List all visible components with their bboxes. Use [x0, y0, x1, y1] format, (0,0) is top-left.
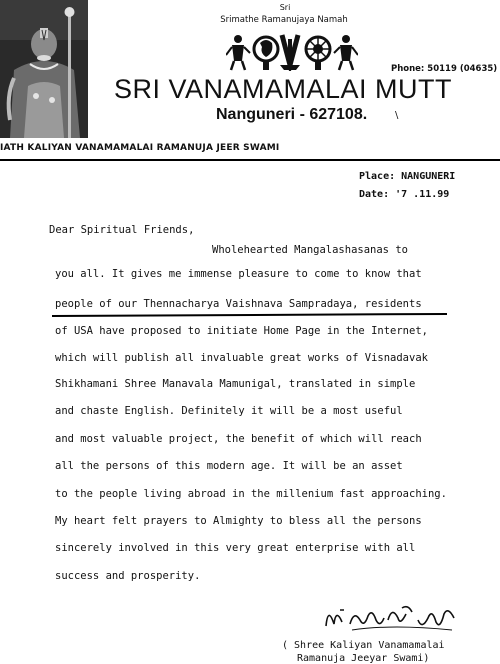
header-divider — [0, 159, 500, 161]
letter-line: and chaste English. Definitely it will be a most useful — [55, 405, 403, 417]
figure-left-icon — [226, 35, 250, 70]
conch-icon — [254, 37, 278, 70]
place-field: Place: NANGUNERI — [359, 171, 456, 182]
jeer-photo-image — [0, 0, 88, 138]
letter-line: and most valuable project, the benefit of which will reach — [55, 433, 422, 445]
letter-line: of USA have proposed to initiate Home Page in the Internet, — [55, 325, 428, 337]
handwritten-signature — [322, 600, 462, 634]
invocation-text: Sri — [279, 3, 291, 12]
letter-line: My heart felt prayers to Almighty to bless all the persons — [55, 515, 422, 527]
namam-icon — [280, 35, 300, 70]
signatory-name-line2: Ramanuja Jeeyar Swami) — [297, 653, 430, 664]
jeer-photo — [0, 0, 88, 138]
letter-line: to the people living abroad in the millenium fast approaching. — [55, 488, 447, 500]
letter-line: you all. It gives me immense pleasure to come to know that — [55, 268, 422, 280]
signatory-name-line1: ( Shree Kaliyan Vanamamalai — [282, 640, 445, 651]
letter-line: all the persons of this modern age. It will be an asset — [55, 460, 403, 472]
pen-underline — [52, 313, 447, 317]
mutt-title: SRI VANAMAMALAI MUTT — [114, 74, 453, 104]
letter-line: Dear Spiritual Friends, — [49, 224, 195, 236]
letter-line: people of our Thennacharya Vaishnava Sampradaya, residents — [55, 298, 422, 310]
date-field: Date: '7 .11.99 — [359, 189, 450, 200]
letter-line: Shikhamani Shree Manavala Mamunigal, translated in simple — [55, 378, 416, 390]
letter-line: Wholehearted Mangalashasanas to — [212, 244, 408, 256]
chakra-icon — [306, 37, 330, 70]
letter-line: sincerely involved in this very great enterprise with all — [55, 542, 416, 554]
letter-line: which will publish all invaluable great works of Visnadavak — [55, 352, 428, 364]
mutt-address: Nanguneri - 627108. — [216, 106, 368, 123]
emblems-row — [226, 31, 358, 71]
pen-mark: \ — [395, 110, 399, 121]
namah-text: Srimathe Ramanujaya Namah — [220, 15, 348, 25]
jeer-name-line: IATH KALIYAN VANAMAMALAI RAMANUJA JEER SWAMI — [0, 143, 280, 153]
figure-right-icon — [334, 35, 358, 70]
phone-number: Phone: 50119 (04635) — [391, 64, 498, 74]
letter-line: success and prosperity. — [55, 570, 201, 582]
